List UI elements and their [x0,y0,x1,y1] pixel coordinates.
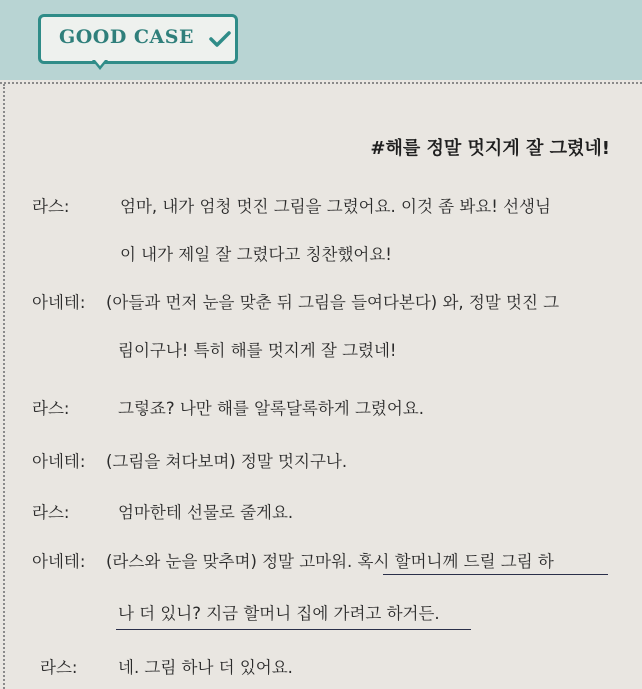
good-case-badge [38,14,238,64]
speaker-label: 아네테: [32,552,86,571]
speaker-label: 아네테: [32,293,86,312]
speaker-label: 라스: [32,197,70,216]
speaker-label: 라스: [40,658,78,677]
page-title: #해를 정말 멋지게 잘 그렸네! [370,138,610,159]
handwritten-underline [116,629,471,630]
speaker-label: 라스: [32,503,70,522]
dialogue-line: 림이구나! 특히 해를 멋지게 잘 그렸네! [118,341,397,360]
dialogue-line: (그림을 쳐다보며) 정말 멋지구나. [106,452,348,471]
speaker-label: 라스: [32,399,70,418]
checkmark-icon [209,31,231,49]
badge-label: GOOD CASE [59,26,194,48]
handwritten-underline [383,574,608,575]
dialogue-line: 엄마한테 선물로 줄게요. [118,503,294,522]
dotted-divider [0,82,642,84]
dialogue-line: 네. 그림 하나 더 있어요. [118,658,293,677]
speaker-label: 아네테: [32,452,86,471]
dialogue-line: 나 더 있니? 지금 할머니 집에 가려고 하거든. [118,604,440,623]
dialogue-line: 엄마, 내가 엄청 멋진 그림을 그렸어요. 이것 좀 봐요! 선생님 [120,197,551,216]
dialogue-line: 그렇죠? 나만 해를 알록달록하게 그렸어요. [118,399,424,418]
badge-tail-inner [95,60,105,66]
dialogue-line: 이 내가 제일 잘 그렸다고 칭찬했어요! [120,245,392,264]
dotted-border-left [3,84,5,689]
dialogue-line: (라스와 눈을 맞추며) 정말 고마워. 혹시 할머니께 드릴 그림 하 [106,552,554,571]
dialogue-line: (아들과 먼저 눈을 맞춘 뒤 그림을 들여다본다) 와, 정말 멋진 그 [106,293,560,312]
